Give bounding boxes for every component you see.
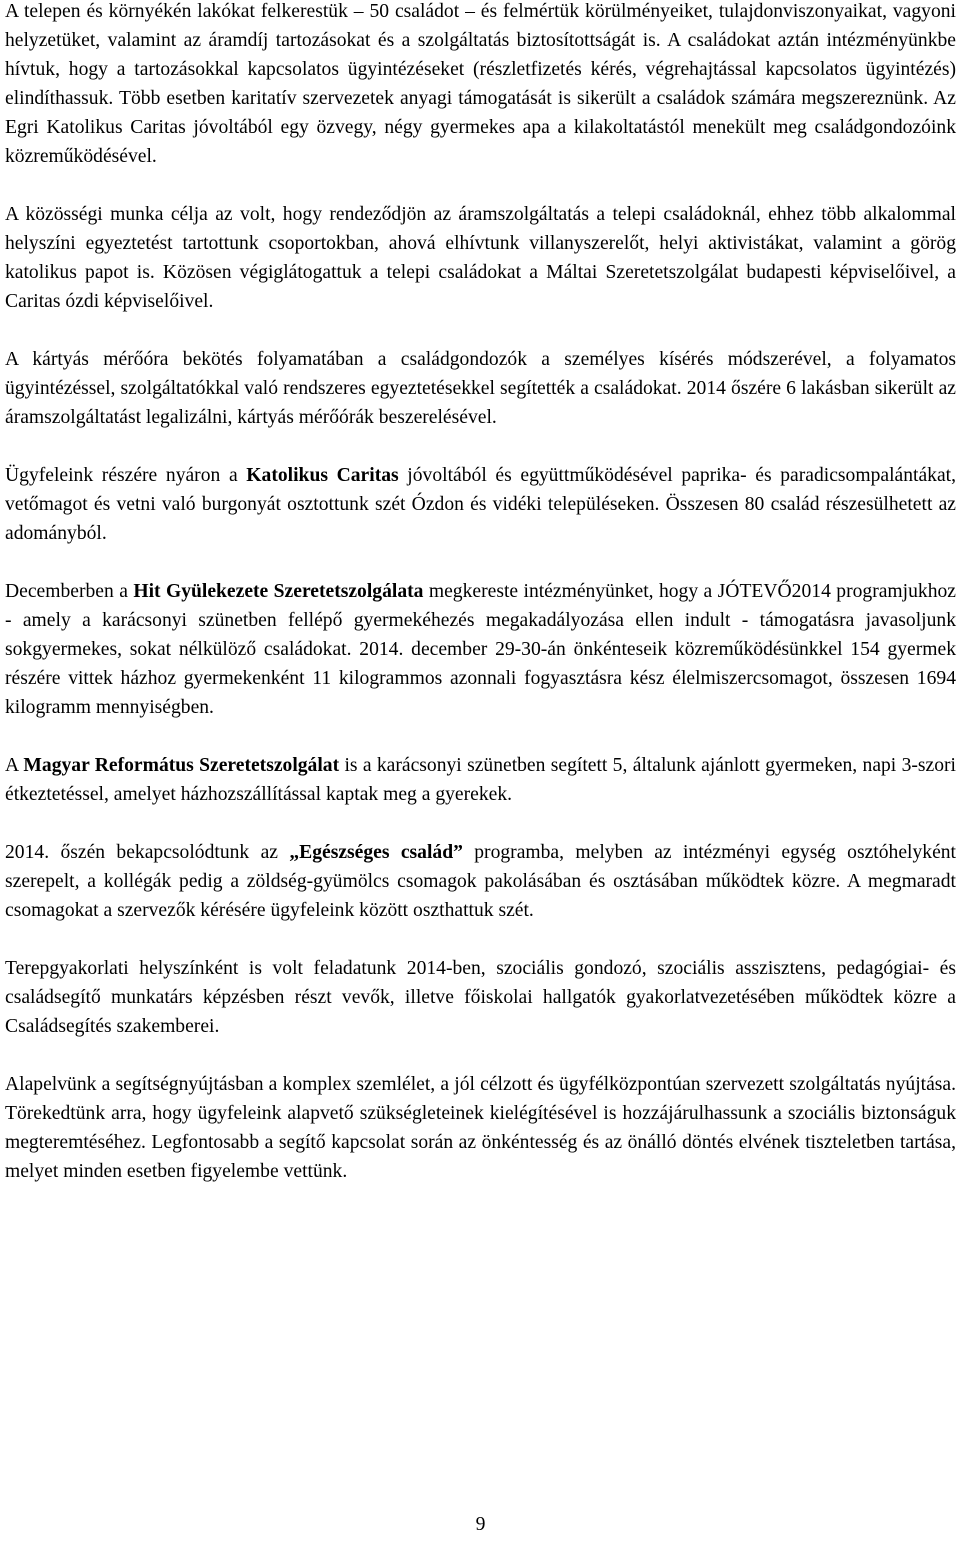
bold-text-segment: Katolikus Caritas [246, 465, 399, 486]
text-segment: Terepgyakorlati helyszínként is volt feladatunk 2014-ben, szociális gondozó, szociális asszisztens, pedagógiai- és családsegítő munkatárs képzésben részt vevők, illetve főiskolai hallgatók gyakorlatvezetésében működtek közre a Családsegítés szakemberei. [5, 958, 956, 1037]
bold-text-segment: Hit Gyülekezete Szeretetszolgálata [133, 581, 424, 602]
body-paragraph [5, 1070, 956, 1186]
text-segment: Alapelvünk a segítségnyújtásban a komplex szemlélet, a jól célzott és ügyfélközpontúan szervezett szolgáltatás nyújtása. Törekedtünk arra, hogy ügyfeleink alapvető szükségleteinek kielégítésével is hozzájárulhassunk a szociális biztonságuk megteremtéséhez. Legfontosabb a segítő kapcsolat során az önkéntesség és az önálló döntés elvének tiszteletben tartása, melyet minden esetben figyelembe vettünk. [5, 1074, 956, 1182]
body-paragraph [5, 345, 956, 432]
body-paragraph [5, 751, 956, 809]
paragraph-spacing [5, 316, 956, 345]
paragraph-spacing [5, 1041, 956, 1070]
paragraph-spacing [5, 548, 956, 577]
text-segment: A kártyás mérőóra bekötés folyamatában a családgondozók a személyes kísérés módszerével, a folyamatos ügyintézéssel, szolgáltatókkal való rendszeres egyeztetésekkel segítették a családokat. 2014 őszére 6 lakásban sikerült az áramszolgáltatást legalizálni, kártyás mérőórák beszerelésével. [5, 349, 956, 428]
text-segment: Ügyfeleink részére nyáron a [5, 465, 247, 486]
text-segment: Decemberben a [5, 581, 134, 602]
text-segment: is a karácsonyi szünetben segített 5, általunk ajánlott gyermeken, napi 3-szori étkeztetéssel, amelyet házhozszállítással kaptak meg a gyerekek. [5, 755, 956, 805]
page-number: 9 [475, 1514, 486, 1535]
bold-text-segment: Magyar Református Szeretetszolgálat [23, 755, 340, 776]
body-paragraph [5, 461, 956, 548]
document-body [5, 0, 956, 1186]
body-paragraph [5, 200, 956, 316]
paragraph-spacing [5, 722, 956, 751]
text-segment: A közösségi munka célja az volt, hogy rendeződjön az áramszolgáltatás a telepi családoknál, ehhez több alkalommal helyszíni egyeztetést tartottunk csoportokban, ahová elhívtunk villanyszerelőt, helyi aktivistákat, valamint a görög katolikus papot is. Közösen végiglátogattuk a telepi családokat a Máltai Szeretetszolgálat budapesti képviselőivel, a Caritas ózdi képviselőivel. [5, 204, 956, 312]
text-segment: A telepen és környékén lakókat felkerestük – 50 családot – és felmértük körülményeiket, tulajdonviszonyaikat, vagyoni helyzetüket, valamint az áramdíj tartozásokat és a szolgáltatás biztosítottságát is. A családokat aztán intézményünkbe hívtuk, hogy a tartozásokkal kapcsolatos ügyintézéseket (részletfizetés kérés, végrehajtással kapcsolatos ügyintézés) elindíthassuk. Több esetben karitatív szervezetek anyagi támogatását is sikerült a családok számára megszereznünk. Az Egri Katolikus Caritas jóvoltából egy özvegy, négy gyermekes apa a kilakoltatástól menekült meg családgondozóink közreműködésével. [5, 1, 956, 167]
body-paragraph [5, 577, 956, 722]
body-paragraph [5, 838, 956, 925]
text-segment: programba, melyben az intézményi egység osztóhelyként szerepelt, a kollégák pedig a zöldség-gyümölcs csomagok pakolásában és osztásában működtek közre. A megmaradt csomagokat a szervezők kérésére ügyfeleink között oszthattuk szét. [5, 842, 957, 921]
body-paragraph [5, 954, 956, 1041]
bold-text-segment: „Egészséges család” [289, 842, 463, 863]
paragraph-spacing [5, 809, 956, 838]
text-segment: megkereste intézményünket, hogy a JÓTEVŐ2014 programjukhoz - amely a karácsonyi szünetben fellépő gyermekéhezés megakadályozása ellen indult - támogatásra javasoljunk sokgyermekes, sokat nélkülöző családokat. 2014. december 29-30-án önkénteseik közreműködésünkkel 154 gyermek részére vittek házhoz gyermekenként 11 kilogrammos azonnali fogyasztásra kész élelmiszercsomagot, összesen 1694 kilogramm mennyiségben. [5, 581, 956, 718]
text-segment: A [5, 755, 24, 776]
body-paragraph [5, 0, 956, 171]
paragraph-spacing [5, 925, 956, 954]
paragraph-spacing [5, 432, 956, 461]
paragraph-spacing [5, 171, 956, 200]
text-segment: 2014. őszén bekapcsolódtunk az [5, 842, 290, 863]
text-segment: jóvoltából és együttműködésével paprika- és paradicsompalántákat, vetőmagot és vetni való burgonyát osztottunk szét Ózdon és vidéki településeken. Összesen 80 család részesülhetett az adományból. [5, 465, 956, 544]
document-page [5, 0, 956, 1557]
